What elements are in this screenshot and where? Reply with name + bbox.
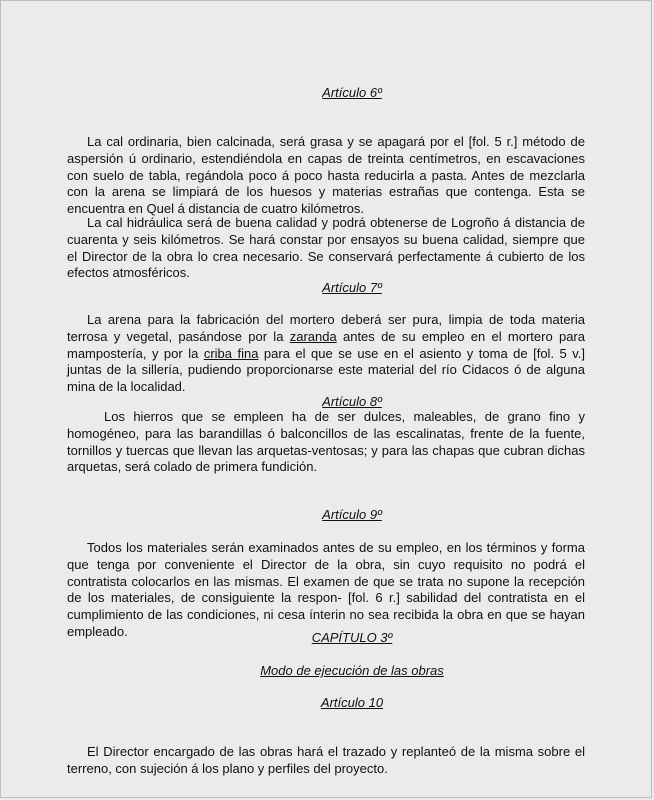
articulo-7-text-b: antes de su empleo en el mortero para mampostería, y por la (67, 328, 585, 361)
articulo-7-text-c: para el que se use en el asiento y toma de [fol. 5 v.] juntas de la sillería, pudiendo proporcionarse este material del río Cidacos ó de alguna mina de la localidad. (67, 345, 586, 395)
articulo-6-paragraph-2: La cal hidráulica será de buena calidad y podrá obtenerse de Logroño á distancia de cuarenta y seis kilómetros. Se hará constar por ensayos su buena calidad, siempre que el Director de la obra lo crea necesario. Se conservará perfectamente á cubierto de los efectos atmosféricos. (67, 215, 585, 281)
zaranda-underlined: zaranda (289, 328, 337, 344)
articulo-7-paragraph-1 (67, 312, 585, 396)
capitulo-3-subtitle: Modo de ejecución de las obras (260, 663, 444, 678)
articulo-9-paragraph-1: Todos los materiales serán examinados antes de su empleo, en los términos y forma que tenga por conveniente el Director de la obra, sin cuyo requisito no podrá el contratista colocarlos en las mismas. El examen de que se trata no supone la recepción de los materiales, de consiguiente la respon- [fol. 6 r.] sabilidad del contratista en el cumplimiento de las condiciones, ni cesa ínterin no sea recibida la obra en que se hayan empleado. (67, 540, 585, 639)
articulo-8-heading: Artículo 8º (322, 394, 382, 409)
articulo-8-paragraph-1: Los hierros que se empleen ha de ser dulces, maleables, de grano fino y homogéneo, para las barandillas ó balconcillos de las escalinatas, frente de la fuente, tornillos y tuercas que llevan las arquetas-ventosas; y para las chapas que cubran dichas arquetas, será colado de primera fundición. (67, 409, 585, 475)
articulo-10-heading: Artículo 10 (320, 695, 384, 710)
articulo-6-heading: Artículo 6º (322, 85, 382, 100)
articulo-9-heading: Artículo 9º (322, 507, 382, 522)
articulo-7-heading: Artículo 7º (322, 280, 382, 295)
capitulo-3-heading: CAPÍTULO 3º (311, 630, 393, 645)
articulo-7-text-a: La arena para la fabricación del mortero deberá ser pura, limpia de toda materia terrosa y vegetal, pasándose por la (67, 312, 585, 344)
articulo-6-paragraph-1: La cal ordinaria, bien calcinada, será grasa y se apagará por el [fol. 5 r.] método de aspersión ú ordinario, estendiéndola en capas de treinta centímetros, en escavaciones con suelo de tabla, regándola poco á poco hasta reducirla a pasta. Antes de mezclarla con la arena se limpiará de los huesos y materias estrañas que contenga. Esta se encuentra en Quel á distancia de cuatro kilómetros. (67, 134, 585, 217)
criba-fina-underlined: criba fina (203, 345, 259, 361)
articulo-10-paragraph-1: El Director encargado de las obras hará el trazado y replanteó de la misma sobre el terreno, con sujeción á los plano y perfiles del proyecto. (67, 744, 585, 776)
